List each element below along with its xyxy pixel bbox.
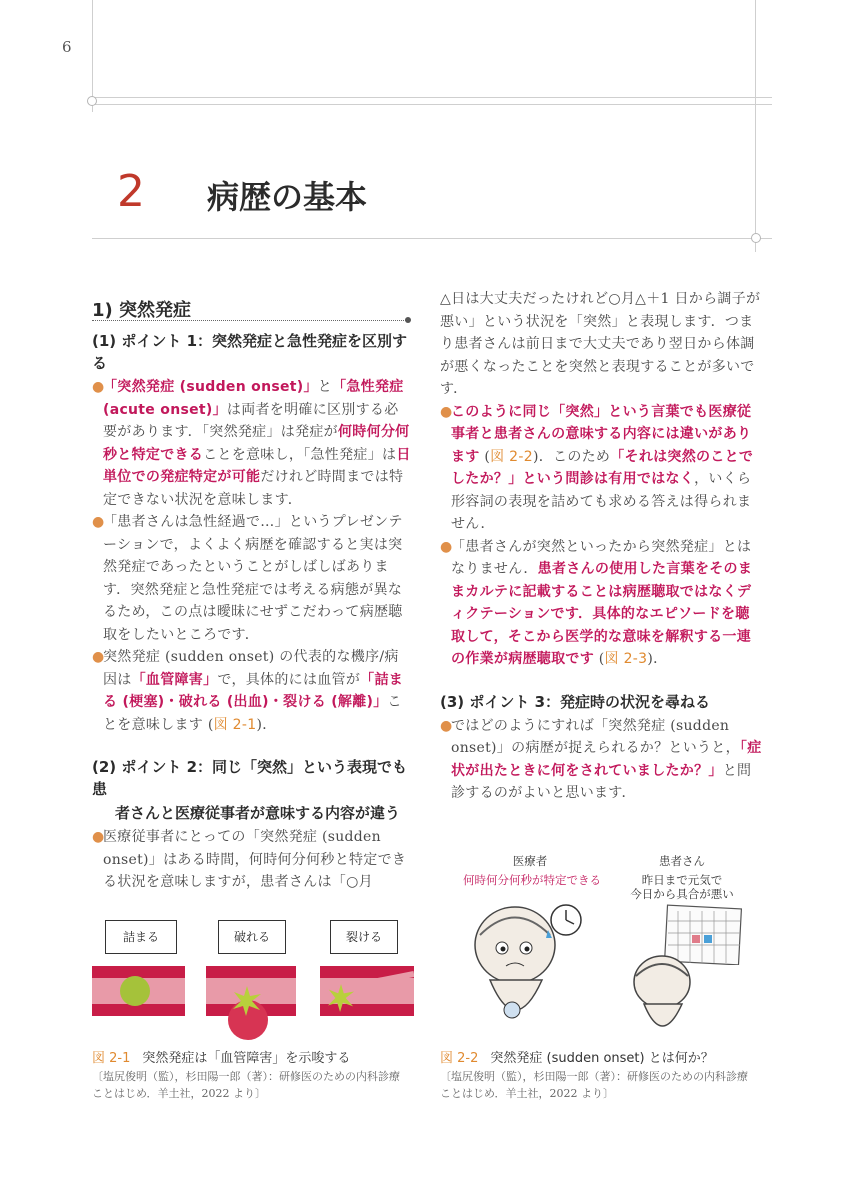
figure-caption-text: 突然発症 (sudden onset) とは何か？	[490, 1051, 714, 1066]
bullet: ●	[92, 829, 105, 845]
rule-node	[87, 96, 97, 106]
highlighted-text: 何時何分何秒と特定できる	[103, 424, 410, 463]
paragraph-continued	[440, 288, 762, 401]
chapter-title: 病歴の基本	[207, 178, 368, 216]
highlighted-text: 患者さんの使用した言葉をそのままカルテに記載することは病歴聴取ではなくディクテーションです．具体的なエピソードを聴取して，そこから医学的な意味を解釈する一連の作業が病歴聴取です	[451, 561, 753, 667]
body-text: と	[317, 379, 333, 395]
source-line: ことはじめ．羊土社，2022 より〕	[92, 1087, 267, 1100]
bullet: ●	[92, 514, 105, 530]
patient-illustration	[622, 948, 708, 1042]
bullet: ●	[440, 403, 453, 420]
right-column	[440, 288, 762, 805]
clot-icon	[120, 976, 150, 1006]
paragraph	[92, 826, 412, 894]
figure-reference: 図 2-1	[213, 716, 257, 733]
highlighted-text: 「血管障害」	[131, 671, 218, 688]
highlighted-text: 「それは突然のことでしたか？」という問診は有用ではなく	[451, 448, 754, 487]
figure-2-2-source	[440, 1068, 748, 1102]
highlighted-text: 日単位での発症特定が可能	[103, 446, 411, 485]
fig2-right-title: 患者さん	[659, 854, 705, 868]
body-text: 突然発症 (sudden onset) の代表的な機序/病因は	[103, 649, 399, 688]
section-underline-dot	[405, 317, 411, 323]
body-text: ，いくら形容詞の表現を詰めても求める答えは得られません．	[451, 471, 752, 532]
chapter-rule-bottom	[92, 238, 772, 239]
clock-icon	[548, 902, 584, 938]
chapter-number: 2	[117, 166, 145, 217]
rupture-spark-icon	[232, 986, 262, 1016]
body-text: 「患者さんが突然といったから突然発症」とはなりません．	[451, 538, 752, 577]
paragraph	[92, 511, 412, 646]
fig2-right-sub1: 昨日まで元気で	[641, 873, 723, 887]
fig2-left-sub-text: 何時何分何秒が特定できる	[463, 873, 601, 887]
body-text: ではどのようにすれば「突然発症 (sudden onset)」の病歴が捉えられるか？というと，	[451, 717, 740, 756]
figure-reference: 図 2-2	[490, 448, 533, 465]
paragraph	[92, 376, 412, 511]
body-text: )．	[647, 651, 668, 667]
body-text: ことを意味し，「急性発症」は	[203, 446, 397, 463]
body-text: )．	[256, 716, 277, 733]
fig2-left-sub	[452, 872, 612, 888]
highlighted-text: 「突然発症 (sudden onset)」	[103, 379, 318, 395]
body-text: は両者を明確に区別する必要があります．「突然発症」は発症が	[103, 401, 399, 440]
fig2-right-sub2: 今日から具合が悪い	[630, 887, 734, 901]
dissection-spark-icon	[327, 984, 355, 1012]
point-2-heading: (2) ポイント 2：同じ「突然」という表現でも患	[92, 758, 408, 798]
source-line: 〔塩尻俊明（監），杉田陽一郎（著）：研修医のための内科診療	[440, 1070, 748, 1083]
figure-reference: 図 2-3	[604, 651, 648, 667]
figure-2-1	[92, 912, 414, 1042]
point-3-heading: (3) ポイント 3：発症時の状況を尋ねる	[440, 692, 711, 711]
section-title: 1) 突然発症	[92, 300, 192, 321]
header-rule-top-2	[92, 104, 772, 105]
paragraph	[440, 536, 762, 671]
chapter-vertical-rule	[755, 0, 756, 252]
body-text: だけれど時間までは特定できない状況を意味します．	[103, 469, 404, 508]
figure-label: 図 2-2	[440, 1051, 479, 1066]
source-line: 〔塩尻俊明（監），杉田陽一郎（著）：研修医のための内科診療	[92, 1070, 400, 1083]
left-column	[92, 330, 412, 894]
point-2-heading-line2: 者さんと医療従事者が意味する内容が違う	[115, 804, 401, 822]
bullet: ●	[440, 717, 453, 734]
body-text: )．このため	[532, 448, 611, 465]
figure-caption-text: 突然発症は「血管障害」を示唆する	[142, 1051, 351, 1066]
source-line: ことはじめ．羊土社，2022 より〕	[440, 1087, 615, 1100]
fig2-left-title: 医療者	[512, 854, 548, 868]
bullet: ●	[440, 538, 453, 555]
figure-2-1-caption	[92, 1047, 350, 1066]
highlighted-text: 「急性発症 (acute onset)」	[103, 379, 404, 418]
body-text: 「患者さんは急性経過で…」というプレゼンテーションで，よくよく病歴を確認すると実は突然発症であったということがしばしばあります．突然発症と急性発症では考える病態が異なるため，この点は曖昧にせずこだわって病歴聴取をしたいところです．	[103, 514, 403, 643]
page-number: 6	[62, 38, 72, 56]
figure-label: 図 2-1	[92, 1051, 131, 1066]
section-underline	[92, 320, 410, 321]
highlighted-text: このように同じ「突然」という言葉でも医療従事者と患者さんの意味する内容には違いがあります	[451, 403, 752, 465]
label-tsumaru: 詰まる	[105, 920, 177, 954]
body-text: (	[594, 651, 605, 667]
rule-node	[751, 233, 761, 243]
paragraph	[440, 715, 762, 805]
body-text: △日は大丈夫だったけれど○月△＋1 日から調子が悪い」という状況を「突然」と表現します．つまり患者さんは前日まで大丈夫であり翌日から体調が悪くなったことを突然と表現することが多いです．	[440, 291, 761, 397]
body-text: 医療従事者にとっての「突然発症 (sudden onset)」はある時間，何時何分何秒と特定できる状況を意味しますが，患者さんは「○月	[103, 829, 407, 890]
body-text: ことを意味します (	[103, 694, 402, 733]
highlighted-text: 「詰まる (梗塞)・破れる (出血)・裂ける (解離)」	[103, 671, 404, 710]
body-text: と問診するのがよいと思います．	[451, 762, 752, 801]
body-text: で，具体的には血管が	[217, 671, 361, 688]
header-rule-top	[92, 97, 772, 98]
highlighted-text: 「症状が出たときに何をされていましたか？」	[451, 740, 762, 779]
paragraph	[92, 646, 412, 736]
paragraph	[440, 401, 762, 536]
bullet: ●	[92, 649, 105, 665]
figure-2-1-source	[92, 1068, 400, 1102]
bullet: ●	[92, 379, 105, 395]
label-sakeru: 裂ける	[330, 920, 398, 954]
body-text: (	[479, 448, 491, 465]
label-yabureru: 破れる	[218, 920, 286, 954]
figure-2-2-caption	[440, 1047, 714, 1066]
point-1-heading: (1) ポイント 1：突然発症と急性発症を区別する	[92, 332, 408, 372]
